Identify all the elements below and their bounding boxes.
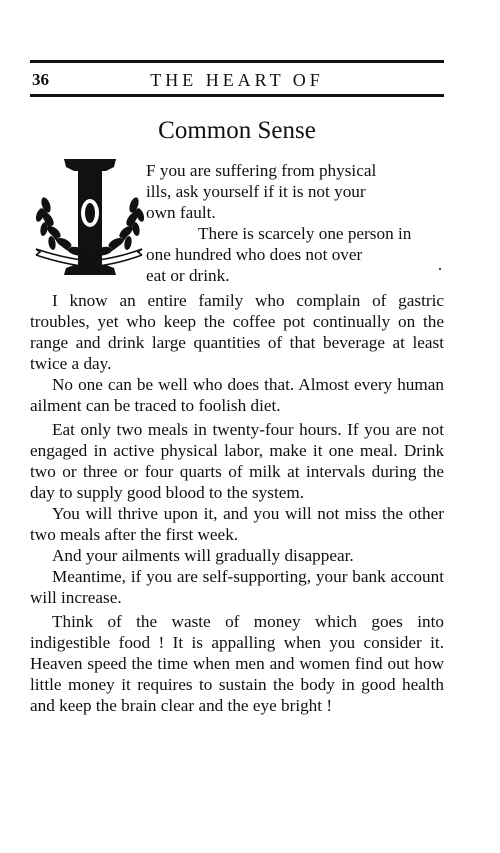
- running-title: THE HEART OF: [150, 70, 324, 90]
- paragraph: You will thrive upon it, and you will not miss the other two meals after the first week.: [30, 504, 444, 544]
- opening-line-3: own fault.: [146, 203, 216, 222]
- running-head: [30, 70, 444, 94]
- header-rule: [30, 94, 444, 97]
- opening-line-2: ills, ask yourself if it is not your: [146, 182, 366, 201]
- body-text: [30, 290, 444, 716]
- laurel-wreath-initial-icon: [34, 157, 144, 277]
- paragraph: Meantime, if you are self-supporting, your bank account will increase.: [30, 567, 444, 607]
- opening-line-1: F you are suffering from physical: [146, 161, 377, 180]
- opening-line-5: one hundred who does not over: [146, 245, 363, 264]
- opening-line-6: eat or drink.: [146, 266, 230, 285]
- paragraph: I know an entire family who complain of gastric troubles, yet who keep the coffee pot continually on the range and drink large quantities of that beverage at least twice a day.: [30, 291, 444, 373]
- stray-mark: [439, 268, 441, 270]
- page-number: 36: [32, 70, 49, 89]
- top-rule: [30, 60, 444, 63]
- paragraph: Think of the waste of money which goes into indigestible food ! It is appalling when you consider it. Heaven speed the time when men and women find out how little money it requires to sustain the body in good health and keep the brain clear and the eye bright !: [30, 612, 444, 715]
- paragraph: And your ailments will gradually disappear.: [52, 546, 354, 565]
- chapter-title: Common Sense: [158, 117, 316, 144]
- opening-wrap: [146, 160, 444, 286]
- paragraph: Eat only two meals in twenty-four hours. If you are not engaged in active physical labor, make it one meal. Drink two or three or four quarts of milk at intervals during the day to supply good blood to the system.: [30, 420, 444, 502]
- paragraph: No one can be well who does that. Almost every human ailment can be traced to foolish diet.: [30, 375, 444, 415]
- opening-line-4: There is scarcely one person in: [198, 224, 412, 243]
